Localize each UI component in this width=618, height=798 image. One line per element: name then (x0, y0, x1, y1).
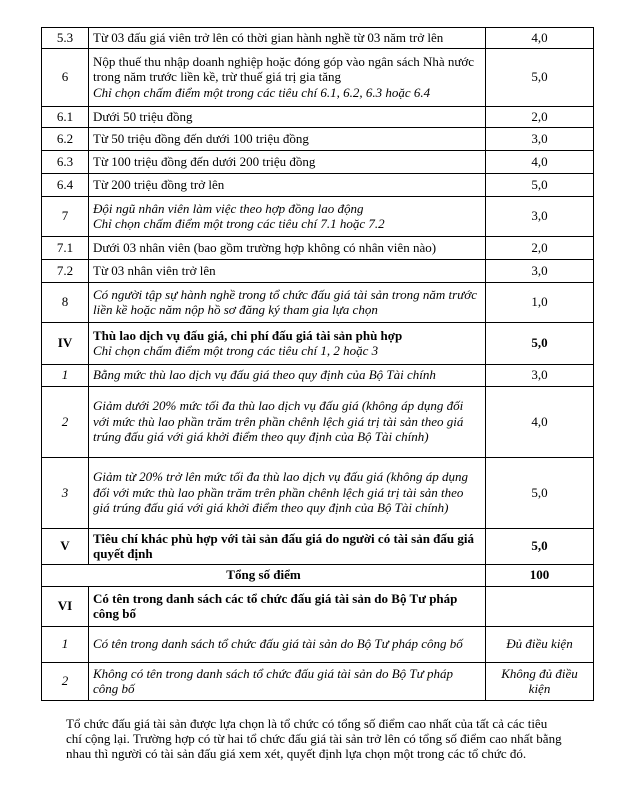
criterion-text: Thù lao dịch vụ đấu giá, chi phí đấu giá tài sản phù hợp (93, 327, 403, 343)
score-cell: 5,0 (486, 322, 594, 364)
criteria-table-body (42, 28, 594, 701)
criterion-cell (89, 48, 486, 106)
score-cell: 3,0 (486, 196, 594, 236)
criterion-text: Từ 200 triệu đồng trở lên (93, 176, 225, 192)
criterion-text: Từ 03 nhân viên trở lên (93, 262, 216, 278)
criterion-cell (89, 662, 486, 700)
criterion-text: Chỉ chọn chấm điểm một trong các tiêu chí 7.1 hoặc 7.2 (93, 216, 385, 231)
row-number: 3 (42, 457, 89, 528)
table-row (42, 196, 594, 236)
score-cell: 5,0 (486, 173, 594, 196)
criteria-table (41, 27, 594, 701)
row-number: 6.4 (42, 173, 89, 196)
table-row (42, 457, 594, 528)
row-number: 2 (42, 386, 89, 457)
table-row (42, 150, 594, 173)
table-row (42, 626, 594, 662)
criterion-text: Từ 50 triệu đồng đến dưới 100 triệu đồng (93, 130, 309, 146)
criterion-cell (89, 173, 486, 196)
criterion-cell (89, 28, 486, 49)
criterion-text: Tiêu chí khác phù hợp với tài sản đấu giá do người có tài sản đấu giá quyết định (93, 530, 474, 561)
criterion-cell (89, 528, 486, 564)
table-row (42, 236, 594, 259)
score-cell: 2,0 (486, 106, 594, 127)
footer-note: Tổ chức đấu giá tài sản được lựa chọn là tổ chức có tổng số điểm cao nhất của tất cả các tiêu chí cộng lại. Trường hợp có từ hai tổ chức đấu giá tài sản trở lên có tổng số điểm cao nhất bằng nhau thì người có tài sản đấu giá xem xét, quyết định lựa chọn một trong các tổ chức đó. (66, 716, 562, 761)
score-cell (486, 586, 594, 626)
row-number: 1 (42, 626, 89, 662)
table-row (42, 528, 594, 564)
table-row (42, 48, 594, 106)
row-number: 7.2 (42, 259, 89, 282)
score-cell: 5,0 (486, 528, 594, 564)
criterion-cell (89, 586, 486, 626)
table-row (42, 386, 594, 457)
score-cell: 3,0 (486, 259, 594, 282)
row-number: 6.2 (42, 127, 89, 150)
total-score: 100 (486, 564, 594, 586)
criterion-text: Bằng mức thù lao dịch vụ đấu giá theo quy định của Bộ Tài chính (93, 367, 436, 383)
score-cell: Đủ điều kiện (486, 626, 594, 662)
criterion-text: Dưới 50 triệu đồng (93, 108, 193, 124)
criterion-cell (89, 127, 486, 150)
score-cell: 1,0 (486, 282, 594, 322)
score-cell: 5,0 (486, 48, 594, 106)
criterion-cell (89, 457, 486, 528)
row-number: 7 (42, 196, 89, 236)
criterion-cell (89, 150, 486, 173)
criterion-cell (89, 259, 486, 282)
score-cell: 4,0 (486, 150, 594, 173)
criterion-cell (89, 236, 486, 259)
total-row (42, 564, 594, 586)
table-row (42, 282, 594, 322)
table-row (42, 364, 594, 386)
criterion-cell (89, 282, 486, 322)
table-row (42, 259, 594, 282)
criterion-text: Chỉ chọn chấm điểm một trong các tiêu chí 1, 2 hoặc 3 (93, 343, 379, 358)
score-cell: Không đủ điều kiện (486, 662, 594, 700)
criterion-text: Chỉ chọn chấm điểm một trong các tiêu chí 6.1, 6.2, 6.3 hoặc 6.4 (93, 84, 431, 100)
row-number: 5.3 (42, 28, 89, 49)
table-row (42, 127, 594, 150)
criterion-text: Giảm từ 20% trở lên mức tối đa thù lao dịch vụ đấu giá (không áp dụng đối với mức thù lao phần trăm trên phần chênh lệch giá trị tài sản theo giá trúng đấu giá với giá khởi điểm theo quy định của Bộ Tài chính) (93, 469, 468, 516)
criterion-text: Có tên trong danh sách các tổ chức đấu giá tài sản do Bộ Tư pháp công bố (93, 590, 458, 621)
criterion-text: Từ 100 triệu đồng đến dưới 200 triệu đồng (93, 153, 316, 169)
row-number: VI (42, 586, 89, 626)
row-number: 6.1 (42, 106, 89, 127)
score-cell: 4,0 (486, 28, 594, 49)
criterion-text: Có tên trong danh sách tổ chức đấu giá tài sản do Bộ Tư pháp công bố (93, 636, 463, 652)
criterion-text: Giảm dưới 20% mức tối đa thù lao dịch vụ đấu giá (không áp dụng đối với mức thù lao phần trăm trên phần chênh lệch giá trị tài sản theo giá trúng đấu giá với giá khởi điểm theo quy định của Bộ Tài chính) (93, 398, 464, 445)
criterion-cell (89, 386, 486, 457)
score-cell: 4,0 (486, 386, 594, 457)
row-number: 6.3 (42, 150, 89, 173)
score-cell: 5,0 (486, 457, 594, 528)
row-number: 1 (42, 364, 89, 386)
table-row (42, 173, 594, 196)
row-number: 6 (42, 48, 89, 106)
criterion-cell (89, 626, 486, 662)
table-row (42, 28, 594, 49)
score-cell: 3,0 (486, 364, 594, 386)
table-row (42, 586, 594, 626)
criterion-text: Không có tên trong danh sách tổ chức đấu giá tài sản do Bộ Tư pháp công bố (93, 665, 453, 696)
row-number: 2 (42, 662, 89, 700)
criterion-cell (89, 322, 486, 364)
criterion-text: Từ 03 đấu giá viên trở lên có thời gian hành nghề từ 03 năm trở lên (93, 30, 444, 45)
row-number: 7.1 (42, 236, 89, 259)
criterion-text: Dưới 03 nhân viên (bao gồm trường hợp không có nhân viên nào) (93, 239, 437, 255)
criterion-text: Đội ngũ nhân viên làm việc theo hợp đồng lao động (93, 200, 364, 216)
row-number: 8 (42, 282, 89, 322)
row-number: IV (42, 322, 89, 364)
total-label: Tổng số điểm (42, 564, 486, 586)
criterion-cell (89, 364, 486, 386)
criterion-cell (89, 196, 486, 236)
table-row (42, 322, 594, 364)
score-cell: 2,0 (486, 236, 594, 259)
table-row (42, 106, 594, 127)
table-row (42, 662, 594, 700)
criterion-text: Có người tập sự hành nghề trong tổ chức đấu giá tài sản trong năm trước liền kề hoặc năm nộp hồ sơ đăng ký tham gia lựa chọn (93, 286, 477, 317)
criterion-text: Nộp thuế thu nhập doanh nghiệp hoặc đóng góp vào ngân sách Nhà nước trong năm trước liền kề, trừ thuế giá trị gia tăng (93, 53, 475, 85)
criterion-cell (89, 106, 486, 127)
score-cell: 3,0 (486, 127, 594, 150)
row-number: V (42, 528, 89, 564)
